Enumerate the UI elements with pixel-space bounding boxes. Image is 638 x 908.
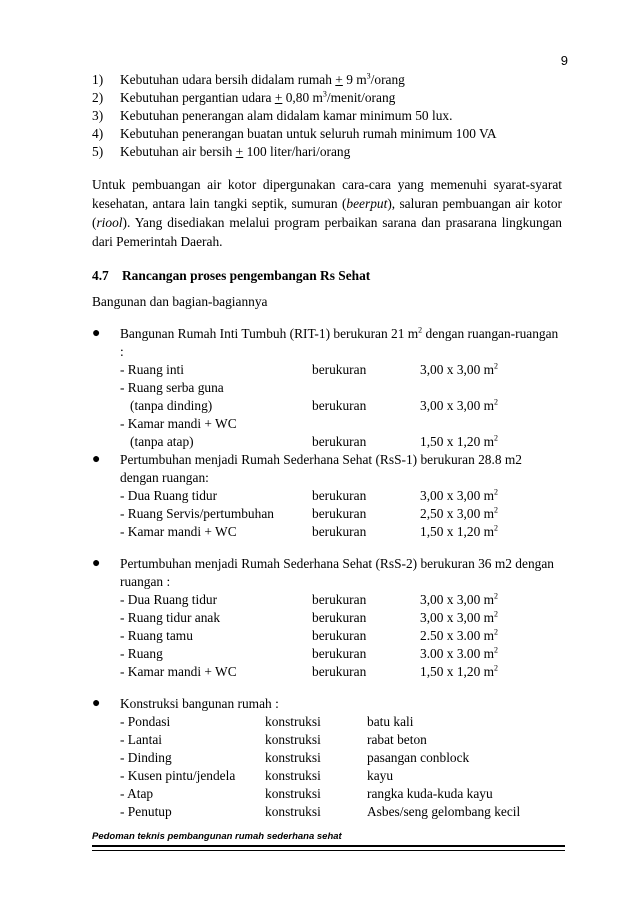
table-row: - Dua Ruang tidur berukuran 3,00 x 3,00 $m^2$	[120, 591, 499, 607]
table-row: - Penutup konstruksi Asbes/seng gelombang kecil	[120, 804, 521, 819]
footer-rule-thin	[92, 850, 565, 851]
bullet-rss1: ● Pertumbuhan menjadi Rumah Sederhana Sehat (RsS-1) berukuran 28.8 m2 dengan ruangan: - Dua Ruang tidur berukuran 3,00 x 3,00 $m^2$ - Ruang Servis/pertumbuhan berukuran 2,50 x 3,00 $m^2$ - Kamar mandi + WC berukuran 1,50 x 1,20 $m^2$	[92, 451, 562, 541]
requirements-list	[92, 71, 562, 161]
bullet-icon: ●	[92, 326, 101, 341]
bullet-rss2: ● Pertumbuhan menjadi Rumah Sederhana Sehat (RsS-2) berukuran 36 m2 dengan ruangan : - Dua Ruang tidur berukuran 3,00 x 3,00 $m^2$ - Ruang tidur anak berukuran 3,00 x 3,00 $m^2$ - Ruang tamu berukuran 2.50 x 3.00 $m^2$ - Ruang berukuran 3.00 x 3.00 $m^2$ - Kamar mandi + WC berukuran 1,50 x 1,20 $m^2$	[92, 555, 562, 681]
sewage-paragraph: Untuk pembuangan air kotor dipergunakan cara-cara yang memenuhi syarat-syarat kesehatan, antara lain tangki septik, sumuran (beerput), saluran pembuangan air kotor (riool). Yang disediakan melalui program perbaikan sarana dan prasarana lingkungan dari Pemerintah Daerah.	[92, 177, 562, 249]
table-row: - Atap konstruksi rangka kuda-kuda kayu	[120, 786, 493, 801]
list-item: 1) Kebutuhan udara bersih didalam rumah + 9 $m^3$/orang	[92, 71, 405, 87]
table-row: - Kamar mandi + WC berukuran 1,50 x 1,20 $m^2$	[120, 523, 499, 539]
page-number: 9	[560, 53, 568, 68]
bullet-icon: ●	[92, 556, 101, 571]
list-item: 5) Kebutuhan air bersih + 100 liter/hari/orang	[92, 144, 351, 159]
table-row: - Pondasi konstruksi batu kali	[120, 714, 414, 729]
footer-text: Pedoman teknis pembangunan rumah sederhana sehat	[92, 831, 342, 842]
table-row: - Kamar mandi + WC berukuran 1,50 x 1,20 $m^2$	[120, 663, 499, 679]
list-item: 4) Kebutuhan penerangan buatan untuk seluruh rumah minimum 100 VA	[92, 126, 497, 141]
table-row: - Dua Ruang tidur berukuran 3,00 x 3,00 $m^2$	[120, 487, 499, 503]
table-row: - Kusen pintu/jendela konstruksi kayu	[120, 768, 394, 783]
table-row: - Ruang tidur anak berukuran 3,00 x 3,00 $m^2$	[120, 609, 499, 625]
list-item: 3) Kebutuhan penerangan alam didalam kamar minimum 50 lux.	[92, 108, 453, 123]
bullet-icon: ●	[92, 452, 101, 467]
table-row: - Ruang inti berukuran 3,00 x 3,00 $m^2$	[120, 361, 499, 377]
footer-rule	[92, 845, 565, 847]
bullet-konstruksi: ● Konstruksi bangunan rumah : - Pondasi konstruksi batu kali - Lantai konstruksi rabat beton - Dinding konstruksi pasangan conblock - Kusen pintu/jendela konstruksi kayu - Atap konstruksi rangka kuda-kuda kayu - Penutup konstruksi Asbes/seng gelombang kecil	[92, 695, 562, 821]
table-row: (tanpa dinding) berukuran 3,00 x 3,00 $m^2$	[120, 397, 499, 413]
table-row: - Dinding konstruksi pasangan conblock	[120, 750, 470, 765]
section-subtitle: Bangunan dan bagian-bagiannya	[92, 294, 268, 309]
table-row: - Ruang tamu berukuran 2.50 x 3.00 $m^2$	[120, 627, 499, 643]
table-row: - Lantai konstruksi rabat beton	[120, 732, 427, 747]
table-row: - Ruang berukuran 3.00 x 3.00 $m^2$	[120, 645, 499, 661]
table-row: - Ruang Servis/pertumbuhan berukuran 2,50 x 3,00 $m^2$	[120, 505, 499, 521]
list-item: 2) Kebutuhan pergantian udara + 0,80 $m^3/menit$/orang	[92, 89, 396, 105]
table-row: (tanpa atap) berukuran 1,50 x 1,20 $m^2$	[120, 433, 499, 449]
document-body	[92, 71, 562, 821]
section-heading: 4.7 Rancangan proses pengembangan Rs Sehat	[92, 268, 371, 283]
table-row: - Kamar mandi + WC	[120, 416, 237, 431]
bullet-icon: ●	[92, 696, 101, 711]
table-row: - Ruang serba guna	[120, 380, 224, 395]
bullet-rit1: ● Bangunan Rumah Inti Tumbuh (RIT-1) berukuran 21 $m^2$ dengan ruangan-ruangan : - Ruang inti berukuran 3,00 x 3,00 $m^2$ - Ruang serba guna (tanpa dinding) berukuran 3,00 x 3,00 $m^2$ - Kamar mandi + WC (tanpa atap) berukuran 1,50 x 1,20 $m^2$	[92, 325, 562, 451]
